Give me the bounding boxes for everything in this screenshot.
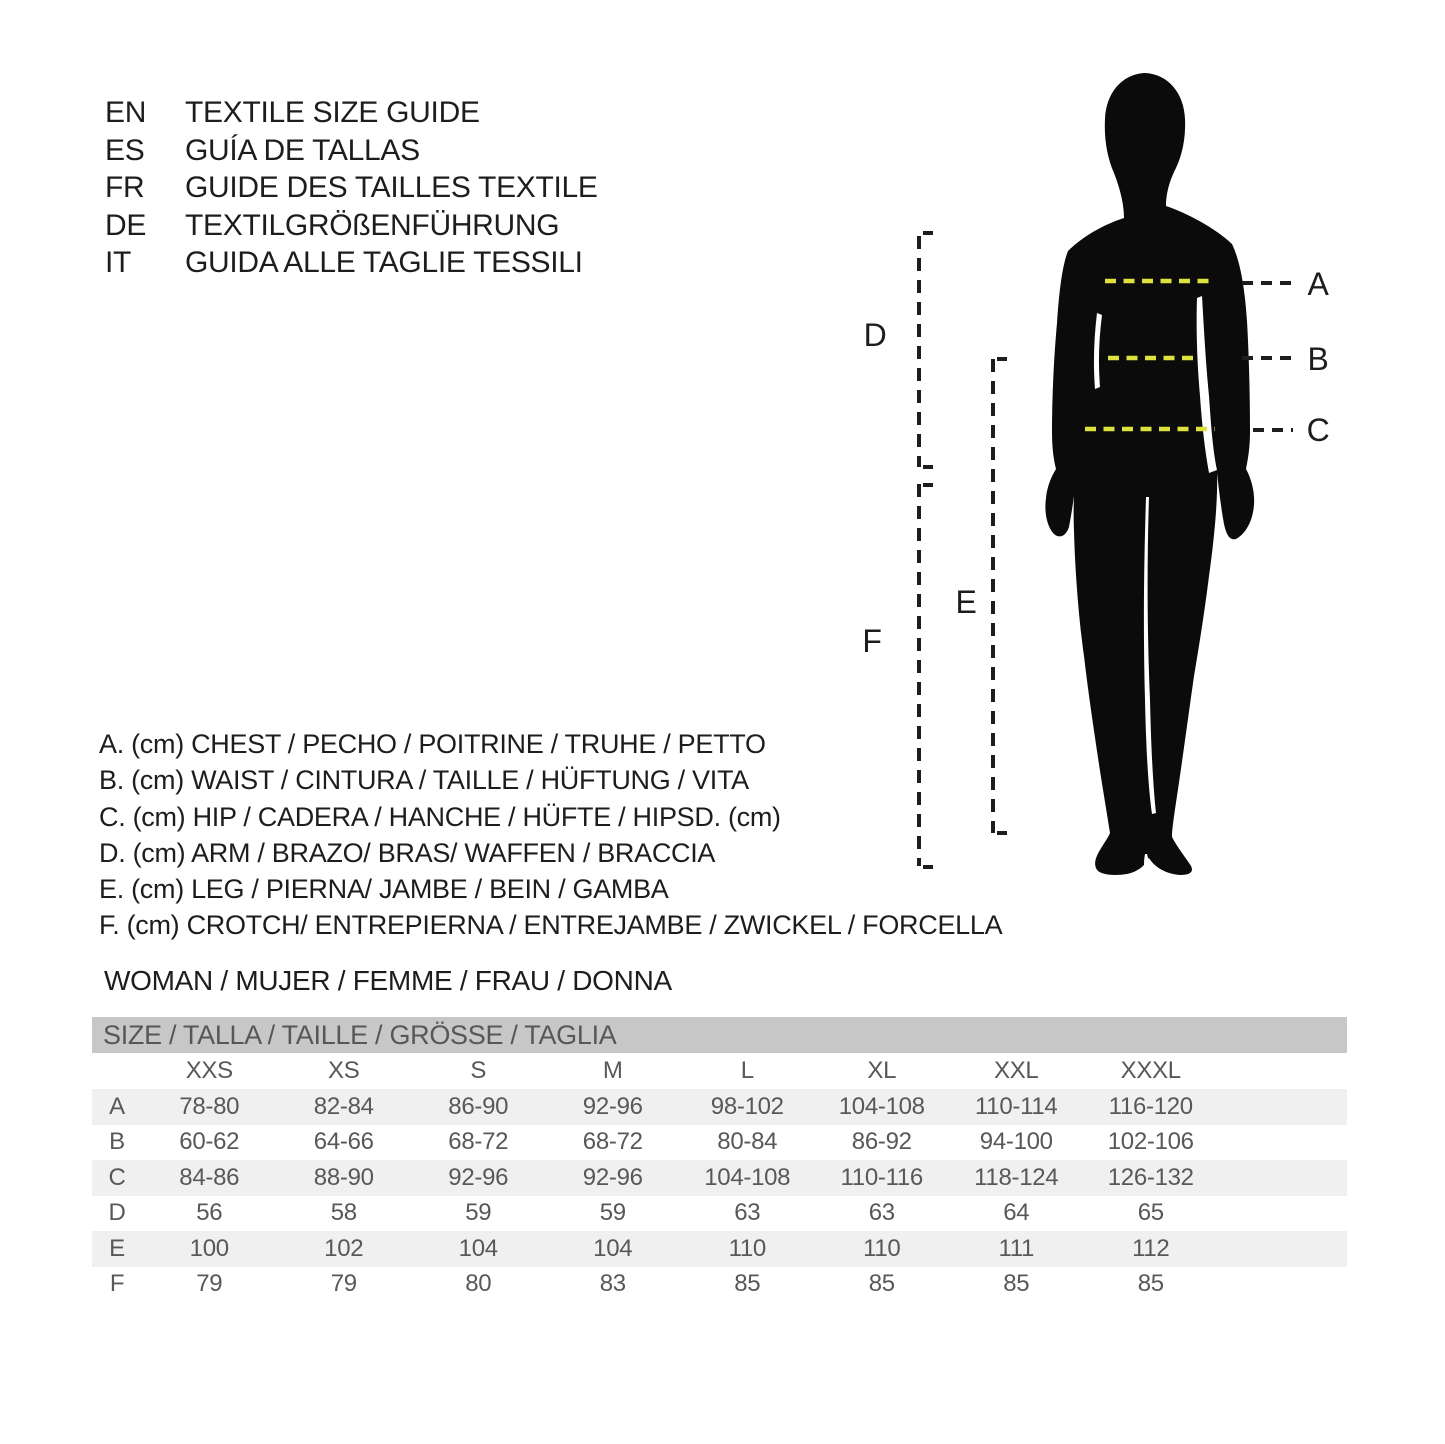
- size-cell: 64-66: [313, 1128, 374, 1156]
- size-cell: 82-84: [313, 1092, 374, 1120]
- language-title: TEXTILGRÖßENFÜHRUNG: [185, 208, 560, 242]
- size-cell: 83: [599, 1270, 626, 1298]
- figure-label-f: F: [862, 623, 882, 659]
- language-title: TEXTILE SIZE GUIDE: [185, 96, 480, 129]
- table-row-leg: [92, 1231, 1347, 1267]
- table-row-chest: [92, 1089, 1347, 1125]
- size-cell: 102: [324, 1234, 364, 1262]
- size-header-row: [92, 1053, 1347, 1089]
- size-cell: 63: [868, 1199, 895, 1227]
- size-cell: 92-96: [448, 1163, 509, 1191]
- size-cell: 112: [1132, 1234, 1170, 1262]
- size-cell: 86-90: [448, 1092, 509, 1120]
- size-cell: 78-80: [179, 1092, 240, 1120]
- table-row-hip: [92, 1160, 1347, 1196]
- row-label: D: [108, 1199, 126, 1227]
- language-title: GUIDE DES TAILLES TEXTILE: [185, 171, 598, 205]
- legend-line-waist: B. (cm) WAIST / CINTURA / TAILLE / HÜFTUNG / VITA: [99, 765, 749, 796]
- size-cell: 92-96: [582, 1163, 643, 1191]
- language-code: IT: [105, 246, 132, 280]
- language-code: DE: [105, 208, 147, 242]
- size-cell: 104-108: [704, 1163, 791, 1191]
- size-cell: 110-114: [975, 1092, 1058, 1120]
- size-cell: 86-92: [851, 1128, 912, 1156]
- size-table-header-bar: SIZE / TALLA / TAILLE / GRÖSSE / TAGLIA: [92, 1017, 1347, 1053]
- size-col-header: XL: [867, 1057, 897, 1084]
- size-col-header: XXS: [185, 1057, 233, 1084]
- size-cell: 85: [1137, 1270, 1164, 1298]
- size-cell: 79: [196, 1270, 223, 1298]
- size-cell: 80: [465, 1270, 492, 1298]
- size-cell: 68-72: [582, 1128, 643, 1156]
- language-code: ES: [105, 133, 145, 167]
- size-cell: 56: [196, 1199, 223, 1227]
- figure-label-c: C: [1306, 412, 1330, 448]
- size-cell: 58: [330, 1199, 357, 1227]
- size-cell: 116-120: [1108, 1092, 1193, 1120]
- size-cell: 98-102: [710, 1092, 784, 1120]
- size-col-header: S: [470, 1057, 487, 1084]
- size-cell: 64: [1003, 1199, 1030, 1227]
- figure-label-b: B: [1307, 341, 1329, 377]
- size-cell: 85: [868, 1270, 895, 1298]
- legend-line-crotch: F. (cm) CROTCH/ ENTREPIERNA / ENTREJAMBE / ZWICKEL / FORCELLA: [99, 910, 1003, 941]
- size-cell: 126-132: [1107, 1163, 1194, 1191]
- row-label: F: [109, 1270, 125, 1298]
- size-cell: 63: [734, 1199, 761, 1227]
- legend-line-arm: D. (cm) ARM / BRAZO/ BRAS/ WAFFEN / BRACCIA: [99, 837, 716, 868]
- size-cell: 68-72: [448, 1128, 509, 1156]
- size-cell: 104: [593, 1234, 633, 1262]
- row-label: E: [109, 1234, 125, 1262]
- figure-label-e: E: [955, 584, 977, 620]
- measurement-legend: [99, 726, 1002, 944]
- size-cell: 110-116: [840, 1163, 923, 1191]
- language-code: FR: [105, 171, 145, 205]
- size-col-header: M: [602, 1057, 623, 1084]
- audience-heading: WOMAN / MUJER / FEMME / FRAU / DONNA: [104, 965, 672, 996]
- size-cell: 94-100: [979, 1128, 1053, 1156]
- row-label: C: [108, 1163, 126, 1191]
- table-row-arm: [92, 1196, 1347, 1232]
- size-cell: 59: [465, 1199, 492, 1227]
- woman-silhouette: [1045, 73, 1254, 875]
- size-cell: 118-124: [974, 1163, 1059, 1191]
- legend-line-leg: E. (cm) LEG / PIERNA/ JAMBE / BEIN / GAMBA: [99, 874, 669, 905]
- size-cell: 100: [189, 1234, 229, 1262]
- size-cell: 111: [998, 1234, 1035, 1262]
- size-col-header: XXXL: [1120, 1057, 1181, 1084]
- table-row-waist: [92, 1125, 1347, 1161]
- size-cell: 79: [330, 1270, 357, 1298]
- language-title: GUIDA ALLE TAGLIE TESSILI: [185, 246, 583, 280]
- size-col-header: XS: [328, 1057, 360, 1084]
- size-cell: 104-108: [838, 1092, 925, 1120]
- size-cell: 85: [734, 1270, 761, 1298]
- table-row-crotch: [92, 1267, 1347, 1303]
- size-table-section: [92, 1017, 1347, 1302]
- row-label: A: [109, 1092, 125, 1120]
- size-cell: 60-62: [179, 1128, 240, 1156]
- size-table: [92, 1053, 1347, 1302]
- figure-label-d: D: [863, 317, 887, 353]
- size-cell: 92-96: [582, 1092, 643, 1120]
- language-title: GUÍA DE TALLAS: [185, 133, 420, 167]
- size-cell: 102-106: [1107, 1128, 1194, 1156]
- figure-label-a: A: [1307, 266, 1329, 302]
- size-cell: 65: [1137, 1199, 1164, 1227]
- size-header-spacer: [92, 1053, 142, 1089]
- legend-line-hip: C. (cm) HIP / CADERA / HANCHE / HÜFTE / HIPSD. (cm): [99, 801, 781, 832]
- size-col-header: XXL: [994, 1057, 1039, 1084]
- size-cell: 80-84: [717, 1128, 778, 1156]
- size-cell: 110: [863, 1234, 901, 1262]
- size-cell: 110: [728, 1234, 766, 1262]
- language-code: EN: [105, 96, 147, 129]
- size-cell: 104: [458, 1234, 498, 1262]
- size-col-header: L: [740, 1057, 754, 1084]
- size-cell: 59: [599, 1199, 626, 1227]
- row-label: B: [109, 1128, 125, 1156]
- size-cell: 85: [1003, 1270, 1030, 1298]
- legend-line-chest: A. (cm) CHEST / PECHO / POITRINE / TRUHE / PETTO: [99, 729, 766, 759]
- size-cell: 88-90: [313, 1163, 374, 1191]
- size-cell: 84-86: [179, 1163, 240, 1191]
